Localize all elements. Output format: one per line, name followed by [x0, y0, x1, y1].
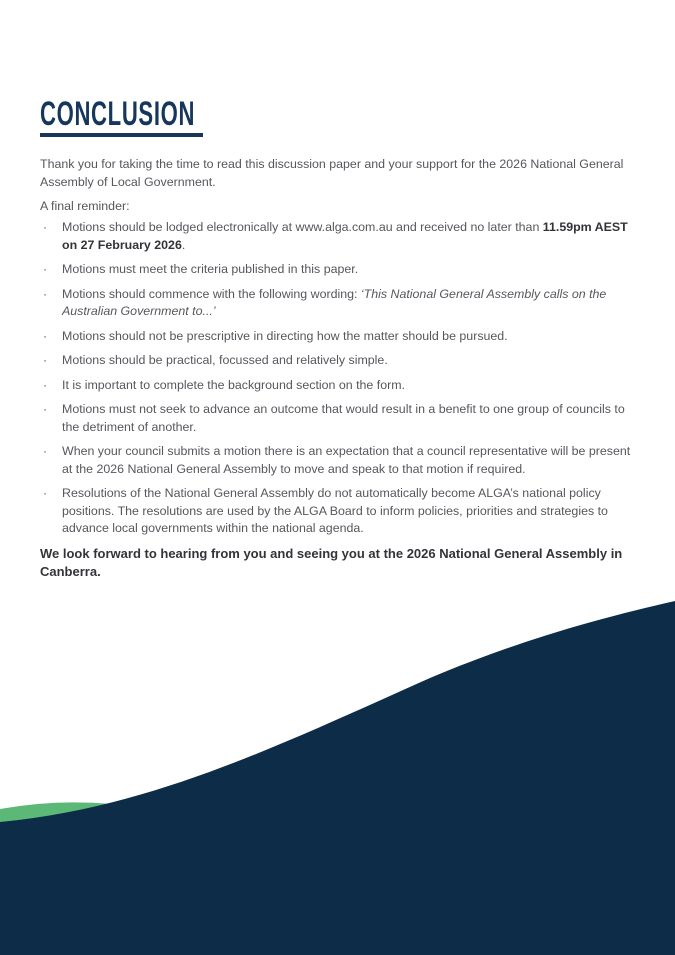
wave-navy-shape	[0, 601, 675, 955]
footer-wave	[0, 580, 675, 955]
bullet-item	[40, 352, 638, 370]
bullet-marker: ·	[43, 402, 48, 416]
bullet-item	[40, 443, 638, 478]
text-segment: When your council submits a motion there is an expectation that a council representative will be present at the 2026 National General Assembly to move and speak to that motion if required.	[62, 444, 631, 476]
text-segment: ‘This National General Assembly calls on the Australian Government to...’	[62, 286, 607, 318]
bullet-item	[40, 261, 638, 279]
bullet-marker: ·	[43, 486, 48, 500]
text-segment: Motions should be lodged electronically at	[62, 220, 296, 234]
bullet-marker: ·	[43, 444, 48, 458]
bullet-item	[40, 219, 638, 254]
text-segment: Motions should not be prescriptive in directing how the matter should be pursued.	[62, 328, 508, 343]
bullet-item	[40, 328, 638, 346]
content-area	[40, 156, 638, 581]
intro-paragraph: Thank you for taking the time to read this discussion paper and your support for the 2026 National General Assembly of Local Government.	[40, 157, 624, 189]
bullet-item	[40, 485, 638, 538]
bullet-item	[40, 286, 638, 321]
reminder-label: A final reminder:	[40, 199, 130, 213]
text-segment: Resolutions of the National General Assembly do not automatically become ALGA’s national policy positions. The resolutions are used by the ALGA Board to inform policies, priorities and strategies to advance local governments within the national agenda.	[62, 486, 608, 535]
bullet-marker: ·	[43, 262, 48, 276]
text-segment: Motions should be practical, focussed and relatively simple.	[62, 353, 388, 367]
text-segment: Motions should commence with the following wording:	[62, 286, 361, 301]
text-segment: Motions must not seek to advance an outcome that would result in a benefit to one group of councils to the detriment of another.	[62, 402, 625, 434]
bullet-marker: ·	[43, 353, 48, 367]
bullet-item	[40, 377, 638, 395]
text-segment: .	[181, 237, 186, 252]
bullet-marker: ·	[43, 220, 48, 234]
text-segment: and received no later than	[392, 220, 543, 234]
bullet-marker: ·	[43, 377, 48, 392]
page-title	[40, 97, 279, 131]
text-segment: 11.59pm AEST on 27 February 2026	[62, 220, 628, 252]
alga-url[interactable]: www.alga.com.au	[295, 220, 393, 234]
text-segment: Motions must meet the criteria published in this paper.	[62, 262, 359, 276]
heading-underline	[40, 133, 203, 137]
closing-paragraph: We look forward to hearing from you and seeing you at the 2026 National General Assembly in Canberra.	[40, 545, 623, 579]
page-title-text: CONCLUSION	[40, 95, 196, 133]
reminder-list	[40, 219, 638, 538]
bullet-marker: ·	[43, 328, 48, 343]
bullet-marker: ·	[43, 286, 48, 301]
text-segment: It is important to complete the background section on the form.	[62, 377, 405, 392]
bullet-item	[40, 401, 638, 436]
